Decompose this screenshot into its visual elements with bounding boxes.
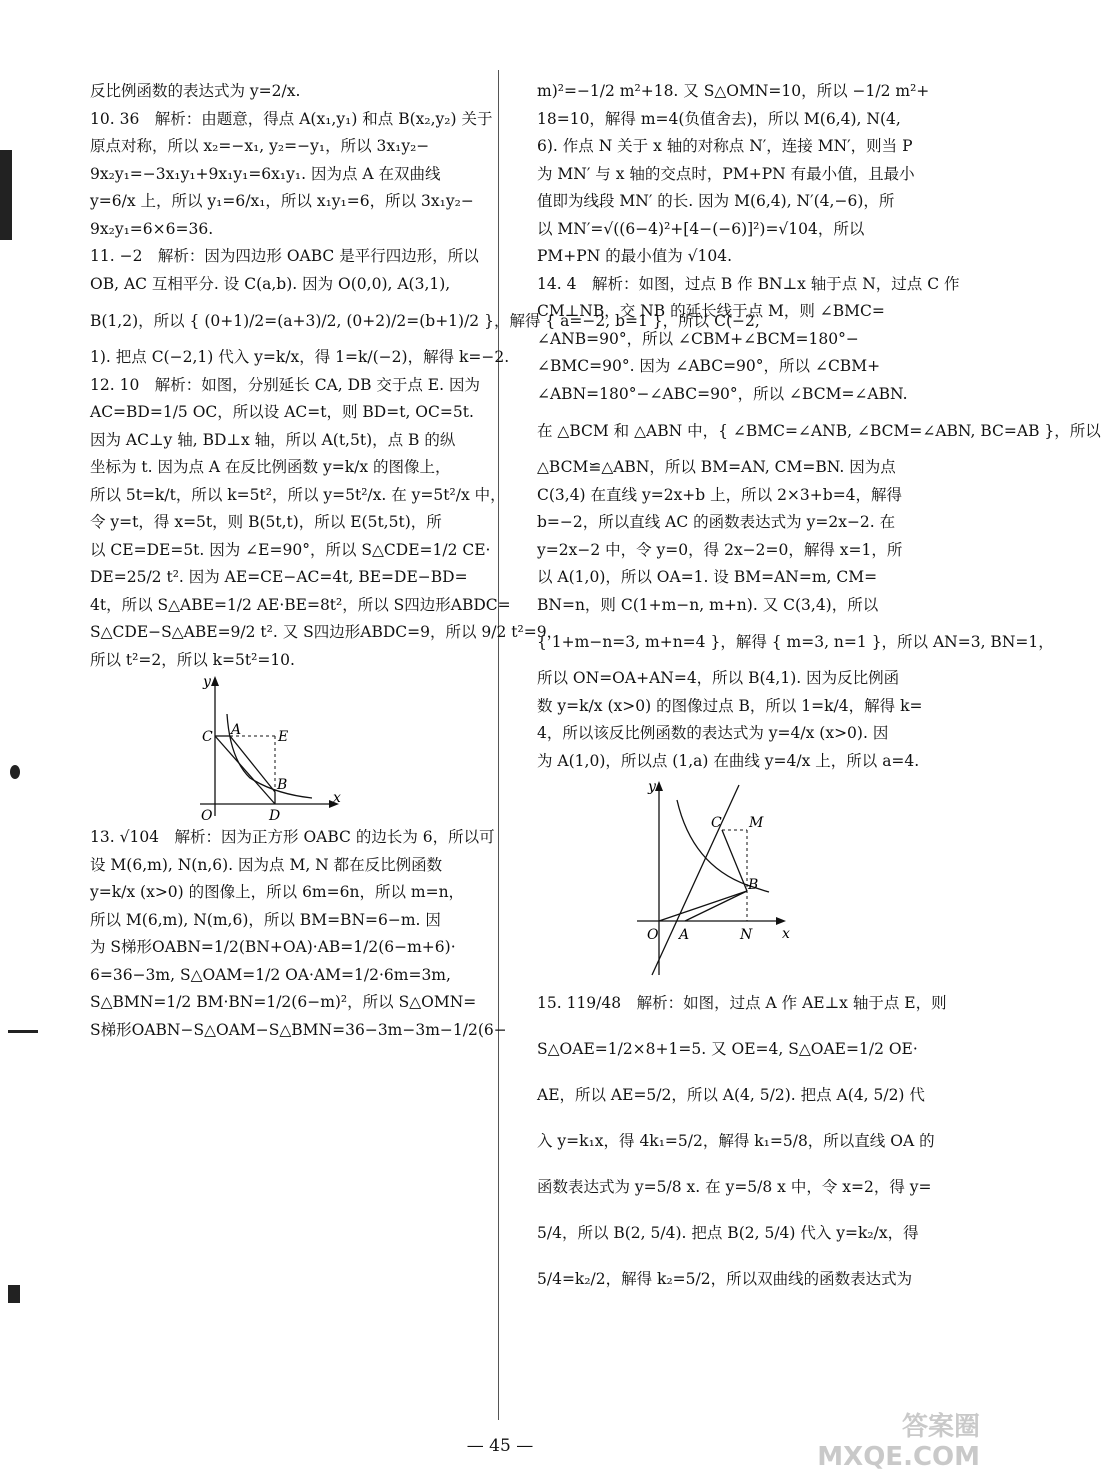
text-line: 9x₂y₁=6×6=36. <box>90 219 214 238</box>
axis-label-x: x <box>333 790 341 806</box>
text-line: S梯形OABN−S△OAM−S△BMN=36−3m−3m−1/2(6− <box>90 1020 507 1039</box>
axis-label-y: y <box>648 779 656 795</box>
text-line: 设 M(6,m), N(n,6). 因为点 M, N 都在反比例函数 <box>90 855 443 874</box>
figure-12-graph <box>90 674 535 824</box>
point-label-d: D <box>269 808 281 824</box>
right-column <box>537 78 1101 1302</box>
point-label-n: N <box>740 927 753 943</box>
text-line: 4t，所以 S△ABE=1/2 AE·BE=8t²，所以 S四边形ABDC= <box>90 595 511 614</box>
text-line: y=2x−2 中，令 y=0，得 2x−2=0，解得 x=1，所 <box>537 540 903 559</box>
equation-system-line: { 1+m−n=3, m+n=4 }，解得 { m=3, n=1 }，所以 AN=3, BN=1， <box>537 633 1054 651</box>
watermark-logo: 答案圈 MXQE.COM <box>817 1412 980 1472</box>
margin-scan-mark <box>8 1285 20 1303</box>
point-label-o: O <box>647 927 659 943</box>
text-line: DE=25/2 t². 因为 AE=CE−AC=4t, BE=DE−BD= <box>90 568 468 586</box>
margin-scan-mark <box>10 765 20 779</box>
text-line: PM+PN 的最小值为 √104. <box>537 247 733 265</box>
axis-label-x: x <box>782 926 790 942</box>
text-line: 数 y=k/x (x>0) 的图像过点 B，所以 1=k/4，解得 k= <box>537 696 923 715</box>
congruence-system-line: 在 △BCM 和 △ABN 中，{ ∠BMC=∠ANB, ∠BCM=∠ABN, BC=AB }，所以 <box>537 422 1101 440</box>
point-label-a: A <box>231 722 242 738</box>
text-line: 以 CE=DE=5t. 因为 ∠E=90°，所以 S△CDE=1/2 CE· <box>90 540 491 559</box>
text-line: 所以 5t=k/t，所以 k=5t²，所以 y=5t²/x. 在 y=5t²/x 中， <box>90 485 506 504</box>
text-line: 5/4，所以 B(2, 5/4). 把点 B(2, 5/4) 代入 y=k₂/x，得 <box>537 1224 919 1242</box>
text-line: y=6/x 上，所以 y₁=6/x₁，所以 x₁y₁=6，所以 3x₁y₂− <box>90 192 474 210</box>
problem-14-line: 14. 4 解析：如图，过点 B 作 BN⊥x 轴于点 N，过点 C 作 <box>537 274 960 293</box>
figure-14-graph <box>537 775 982 980</box>
text-line: 5/4=k₂/2，解得 k₂=5/2，所以双曲线的函数表达式为 <box>537 1270 913 1288</box>
text-line: 4，所以该反比例函数的表达式为 y=4/x (x>0). 因 <box>537 724 889 742</box>
equation-system-line: B(1,2)，所以 { (0+1)/2=(a+3)/2, (0+2)/2=(b+1)/2 }，解得 { a=−2, b=1 }，所以 C(−2, <box>90 312 760 330</box>
text-line: 因为 AC⊥y 轴, BD⊥x 轴，所以 A(t,5t)，点 B 的纵 <box>90 430 456 449</box>
page-number: — 45 — <box>466 1436 534 1456</box>
point-label-e: E <box>278 729 289 745</box>
text-line: 为 S梯形OABN=1/2(BN+OA)·AB=1/2(6−m+6)· <box>90 938 456 956</box>
problem-11-line: 11. −2 解析：因为四边形 OABC 是平行四边形，所以 <box>90 247 479 265</box>
text-line: 入 y=k₁x，得 4k₁=5/2，解得 k₁=5/8，所以直线 OA 的 <box>537 1132 935 1150</box>
text-line: 令 y=t，得 x=5t，则 B(5t,t)，所以 E(5t,5t)，所 <box>90 513 442 531</box>
text-line: AE，所以 AE=5/2，所以 A(4, 5/2). 把点 A(4, 5/2) 代 <box>537 1086 925 1104</box>
text-line: 值即为线段 MN′ 的长. 因为 M(6,4), N′(4,−6)，所 <box>537 192 895 210</box>
text-line: 为 A(1,0)，所以点 (1,a) 在曲线 y=4/x 上，所以 a=4. <box>537 751 920 770</box>
text-line: 6=36−3m, S△OAM=1/2 OA·AM=1/2·6m=3m, <box>90 965 451 984</box>
text-line: ∠ABN=180°−∠ABC=90°，所以 ∠BCM=∠ABN. <box>537 384 908 403</box>
text-line: b=−2，所以直线 AC 的函数表达式为 y=2x−2. 在 <box>537 513 896 531</box>
point-label-a: A <box>679 927 690 943</box>
text-line: 为 MN′ 与 x 轴的交点时，PM+PN 有最小值，且最小 <box>537 164 915 183</box>
point-label-b: B <box>748 877 759 893</box>
point-label-c: C <box>202 729 213 745</box>
text-line: 函数表达式为 y=5/8 x. 在 y=5/8 x 中，令 x=2，得 y= <box>537 1178 932 1196</box>
text-line: 坐标为 t. 因为点 A 在反比例函数 y=k/x 的图像上， <box>90 458 451 476</box>
point-label-m: M <box>749 815 764 831</box>
problem-12-line: 12. 10 解析：如图，分别延长 CA, DB 交于点 E. 因为 <box>90 375 480 394</box>
text-line: y=k/x (x>0) 的图像上，所以 6m=6n，所以 m=n， <box>90 883 465 901</box>
text-line: S△CDE−S△ABE=9/2 t². 又 S四边形ABDC=9，所以 9/2 t²=9， <box>90 623 563 641</box>
text-line: BN=n，则 C(1+m−n, m+n). 又 C(3,4)，所以 <box>537 595 879 614</box>
text-line: 原点对称，所以 x₂=−x₁, y₂=−y₁，所以 3x₁y₂− <box>90 137 430 155</box>
text-line: △BCM≌△ABN，所以 BM=AN, CM=BN. 因为点 <box>537 458 896 476</box>
text-line: ∠BMC=90°. 因为 ∠ABC=90°，所以 ∠CBM+ <box>537 357 881 375</box>
text-line: OB, AC 互相平分. 设 C(a,b). 因为 O(0,0), A(3,1), <box>90 274 451 293</box>
text-line: 6). 作点 N 关于 x 轴的对称点 N′，连接 MN′，则当 P <box>537 137 913 155</box>
text-line: ∠ANB=90°，所以 ∠CBM+∠BCM=180°− <box>537 329 859 348</box>
margin-scan-mark <box>8 1030 38 1033</box>
text-line: C(3,4) 在直线 y=2x+b 上，所以 2×3+b=4，解得 <box>537 485 903 504</box>
text-line: 以 A(1,0)，所以 OA=1. 设 BM=AN=m, CM= <box>537 568 878 586</box>
text-line: 反比例函数的表达式为 y=2/x. <box>90 82 301 100</box>
problem-10-line: 10. 36 解析：由题意，得点 A(x₁,y₁) 和点 B(x₂,y₂) 关于 <box>90 109 493 128</box>
figure-14 <box>537 775 982 980</box>
text-line: 以 MN′=√((6−4)²+[4−(−6)]²)=√104，所以 <box>537 219 865 238</box>
point-label-c: C <box>711 815 722 831</box>
axis-label-y: y <box>203 674 211 690</box>
text-line: S△BMN=1/2 BM·BN=1/2(6−m)²，所以 S△OMN= <box>90 993 477 1011</box>
text-line: 所以 t²=2，所以 k=5t²=10. <box>90 650 295 669</box>
text-line: CM⊥NB，交 NB 的延长线于点 M，则 ∠BMC= <box>537 302 885 320</box>
text-line: 9x₂y₁=−3x₁y₁+9x₁y₁=6x₁y₁. 因为点 A 在双曲线 <box>90 164 441 183</box>
text-line: AC=BD=1/5 OC，所以设 AC=t，则 BD=t, OC=5t. <box>90 403 474 421</box>
text-line: 所以 ON=OA+AN=4，所以 B(4,1). 因为反比例函 <box>537 669 900 687</box>
text-line: 18=10，解得 m=4(负值舍去)，所以 M(6,4), N(4, <box>537 109 901 128</box>
point-label-b: B <box>277 777 288 793</box>
margin-scan-mark <box>0 150 12 240</box>
text-line: 所以 M(6,m), N(m,6)，所以 BM=BN=6−m. 因 <box>90 910 441 929</box>
text-line: m)²=−1/2 m²+18. 又 S△OMN=10，所以 −1/2 m²+ <box>537 82 930 100</box>
problem-15-line: 15. 119/48 解析：如图，过点 A 作 AE⊥x 轴于点 E，则 <box>537 994 947 1012</box>
figure-12 <box>90 674 535 824</box>
point-label-o: O <box>201 808 213 824</box>
text-line: S△OAE=1/2×8+1=5. 又 OE=4, S△OAE=1/2 OE· <box>537 1040 918 1058</box>
text-line: 1). 把点 C(−2,1) 代入 y=k/x，得 1=k/(−2)，解得 k=−2. <box>90 348 510 366</box>
problem-13-line: 13. √104 解析：因为正方形 OABC 的边长为 6，所以可 <box>90 828 495 846</box>
